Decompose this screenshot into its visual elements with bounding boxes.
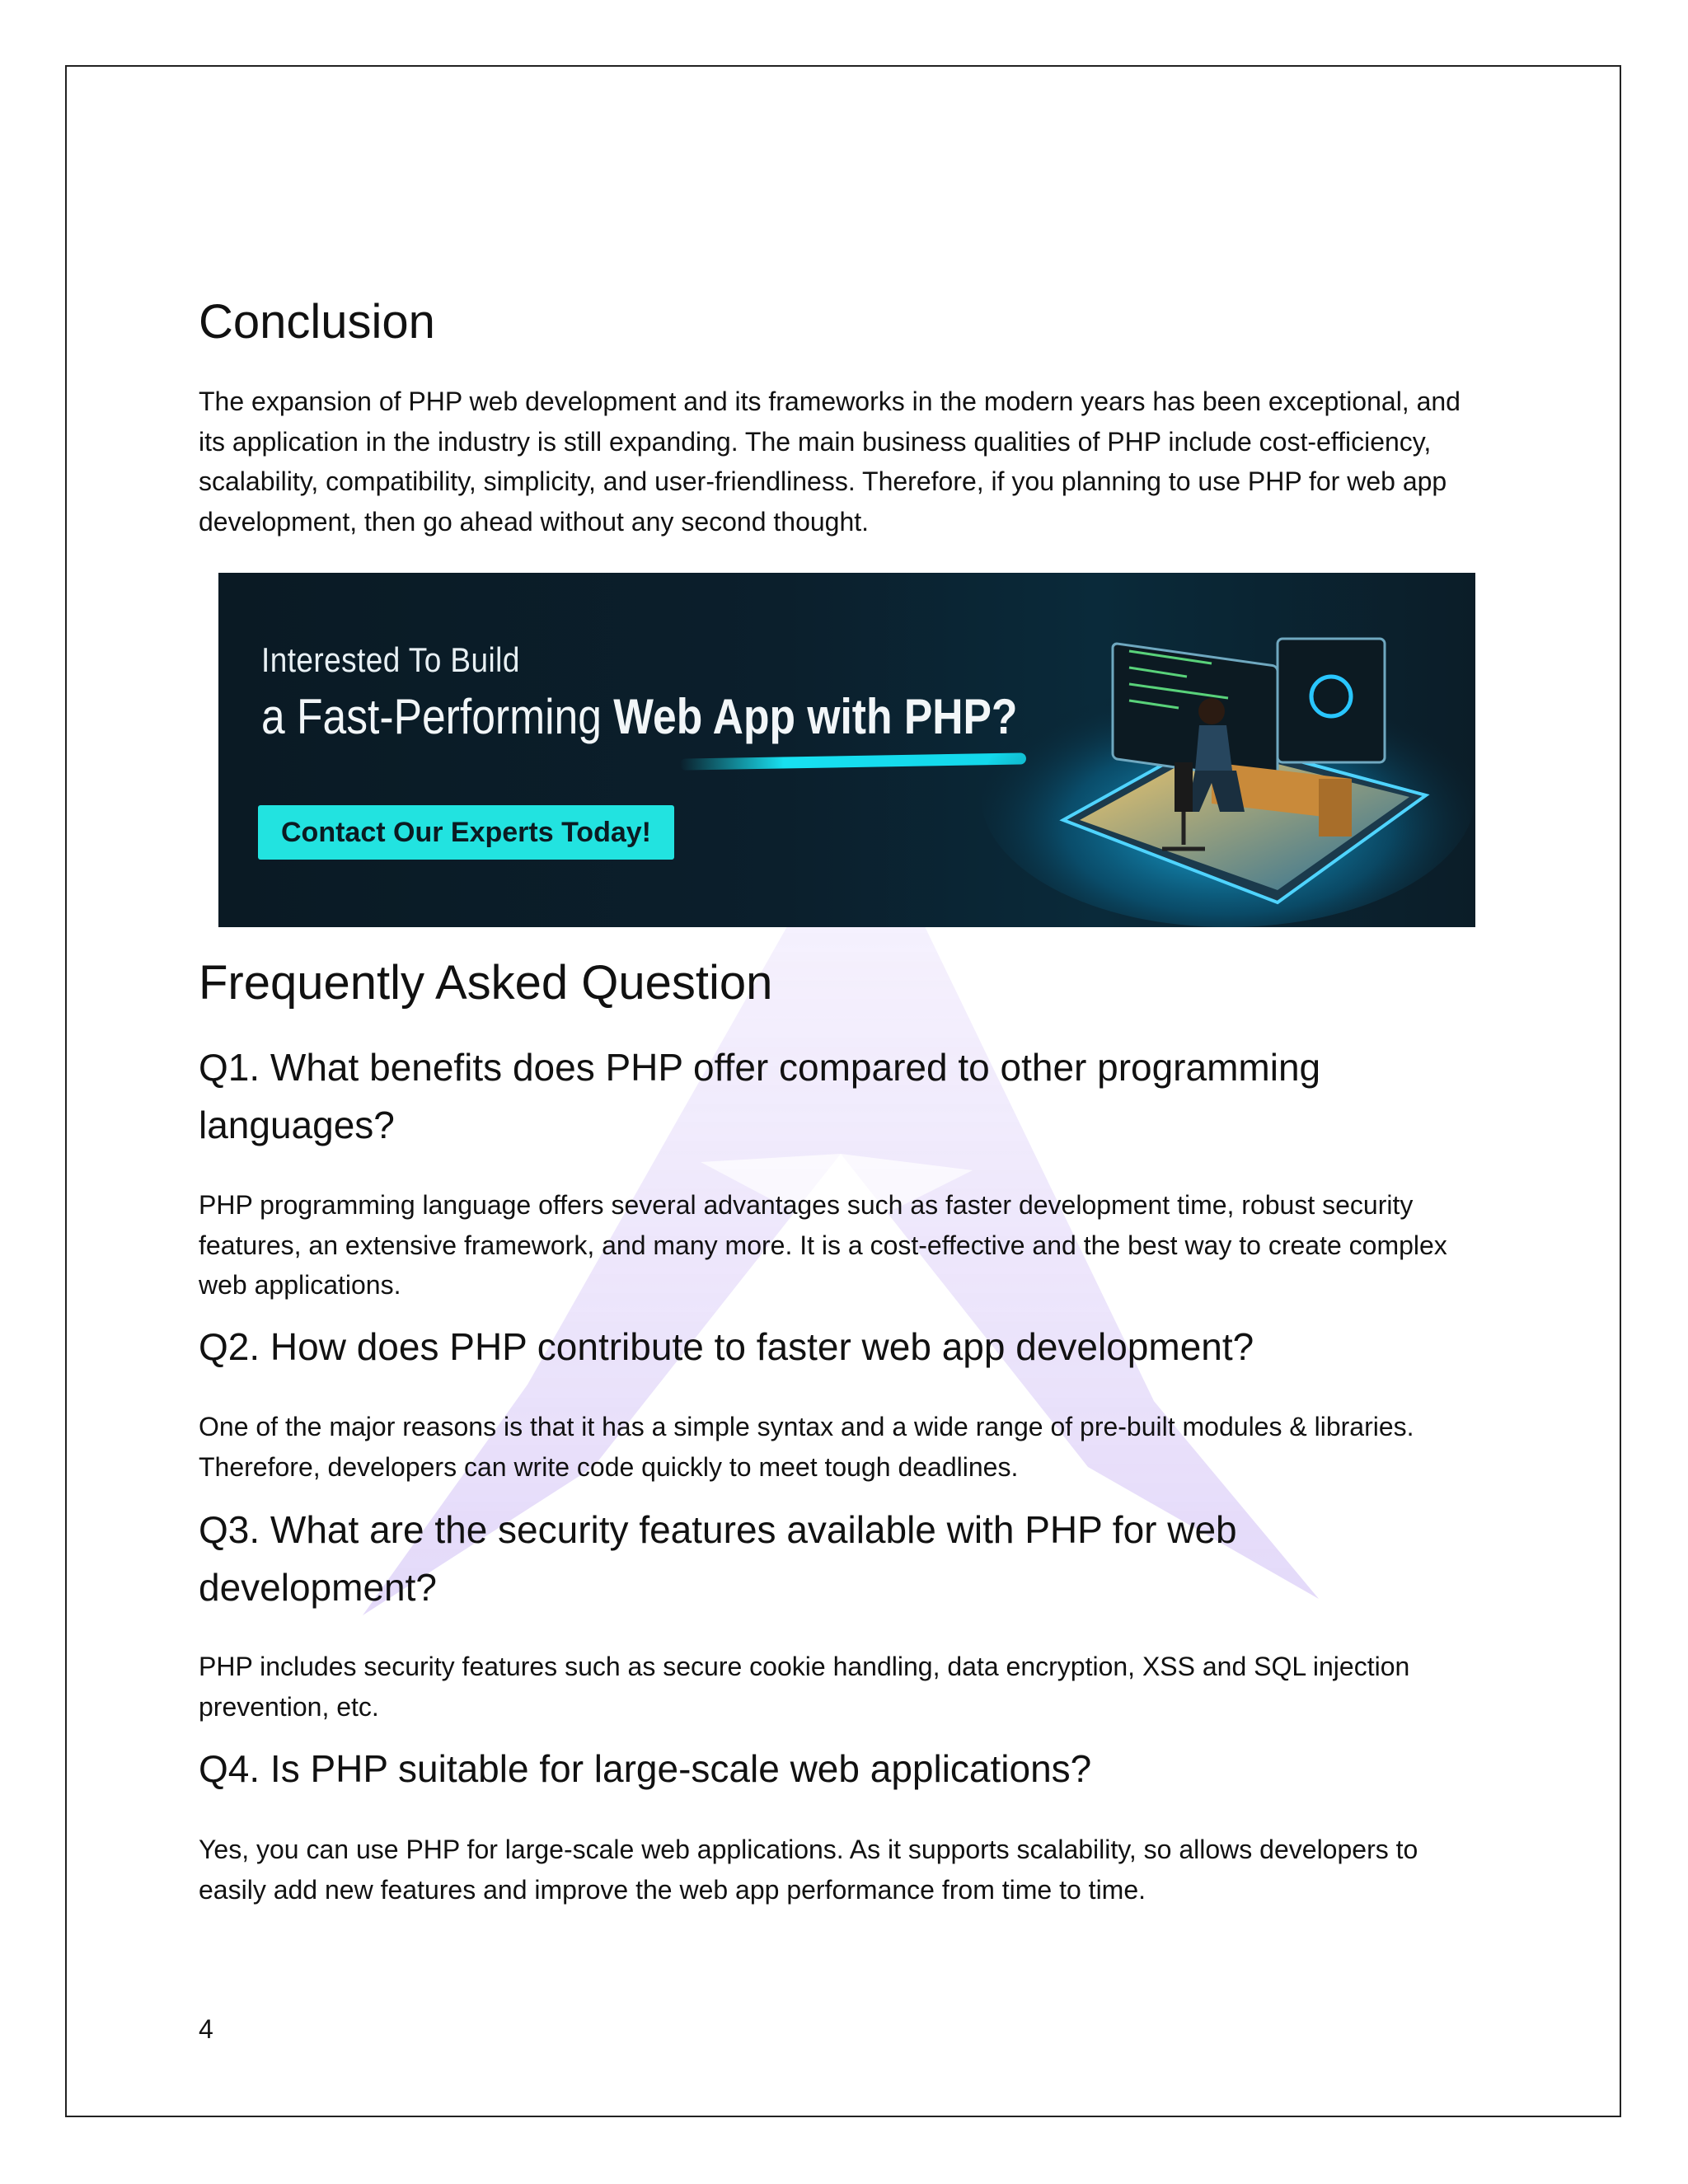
faq-answer-3: PHP includes security features such as secure cookie handling, data encryption, XSS and SQL injection prevention, etc. (199, 1652, 1410, 1722)
banner-line2 (261, 688, 1017, 745)
conclusion-heading: Conclusion (199, 295, 435, 349)
faq-question-4: Q4. Is PHP suitable for large-scale web applications? (199, 1747, 1092, 1790)
faq-heading: Frequently Asked Question (199, 956, 773, 1010)
faq-answer-2: One of the major reasons is that it has a simple syntax and a wide range of pre-built modules & libraries. Therefore, developers can write code quickly to meet tough deadlines. (199, 1412, 1414, 1482)
conclusion-paragraph: The expansion of PHP web development and its frameworks in the modern years has been exceptional, and its application in the industry is still expanding. The main business qualities of PHP include cost-efficiency, scalability, compatibility, simplicity, and user-friendliness. Therefore, if you planning to use PHP for web app development, then go ahead without any second thought. (199, 387, 1461, 537)
faq-question-2: Q2. How does PHP contribute to faster web app development? (199, 1325, 1254, 1368)
faq-answer-4: Yes, you can use PHP for large-scale web applications. As it supports scalability, so allows developers to easily add new features and improve the web app performance from time to time. (199, 1835, 1418, 1905)
banner-line2-bold: Web App with PHP? (613, 689, 1018, 744)
developer-desk-illustration (964, 573, 1475, 927)
banner-line1: Interested To Build (261, 640, 520, 679)
contact-experts-button[interactable]: Contact Our Experts Today! (258, 805, 674, 860)
banner-line2-regular: a Fast-Performing (261, 689, 614, 744)
page-number: 4 (199, 2014, 213, 2044)
faq-question-3: Q3. What are the security features available with PHP for web development? (199, 1508, 1237, 1609)
faq-question-1: Q1. What benefits does PHP offer compared to other programming languages? (199, 1046, 1321, 1146)
promo-banner[interactable] (218, 573, 1475, 927)
faq-answer-1: PHP programming language offers several advantages such as faster development time, robust security features, an extensive framework, and many more. It is a cost-effective and the best way to create complex web applications. (199, 1190, 1447, 1300)
